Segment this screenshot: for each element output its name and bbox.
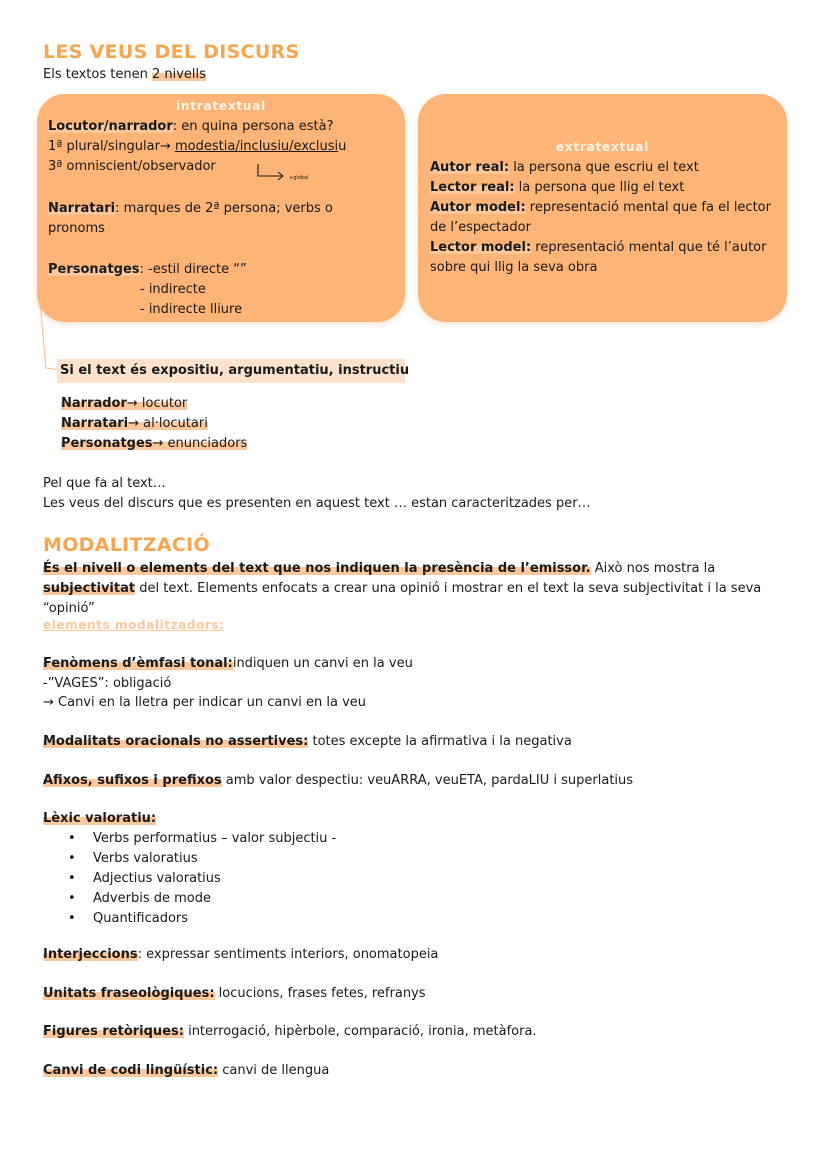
mapping-list xyxy=(61,394,247,454)
lector-model-item xyxy=(430,238,782,278)
unitats-label: Unitats fraseològiques: xyxy=(43,986,215,1001)
canvi-codi-text: canvi de llengua xyxy=(218,1063,330,1078)
figures-line xyxy=(43,1022,537,1042)
autor-model-item xyxy=(430,198,782,238)
modalitats-line xyxy=(43,732,572,752)
fenomens-line xyxy=(43,654,413,674)
afixos-line xyxy=(43,771,633,791)
mapping-narrador-label: Narrador xyxy=(61,396,127,411)
mapping-narratari xyxy=(61,414,247,434)
canvi-lletra-line: → Canvi en la lletra per indicar un canvi en la veu xyxy=(43,695,367,710)
autor-real-text: la persona que escriu el text xyxy=(509,160,699,175)
lexic-label: Lèxic valoratiu: xyxy=(43,811,157,826)
persona-underlined: modestia/inclusiu/exclusi xyxy=(175,139,339,154)
canvi-codi-line xyxy=(43,1061,329,1081)
callout-text: Si el text és expositiu, argumentatiu, instructiu xyxy=(60,363,410,378)
autor-real-label: Autor real: xyxy=(430,160,510,175)
persona-line xyxy=(48,137,346,157)
subheading-elements: elements modalitzadors: xyxy=(43,618,225,632)
narratari-line xyxy=(48,199,373,239)
pel-que-line: Pel que fa al text… xyxy=(43,476,166,491)
section-title-modalitzacio: MODALITZACIÓ xyxy=(43,534,210,556)
interjeccions-line xyxy=(43,945,438,965)
mapping-personatges xyxy=(61,434,247,454)
mapping-narrador xyxy=(61,394,247,414)
vages-line: -”VAGES”: obligació xyxy=(43,676,172,691)
mapping-narratari-label: Narratari xyxy=(61,416,129,431)
list-item: • Adverbis de mode xyxy=(43,889,336,909)
definition-highlight: És el nivell o elements del text que nos indiquen la presència de l’emissor. xyxy=(43,561,591,576)
figures-text: interrogació, hipèrbole, comparació, ironia, metàfora. xyxy=(183,1024,537,1039)
intro-highlight: 2 nivells xyxy=(151,67,206,82)
canvi-codi-label: Canvi de codi lingüístic: xyxy=(43,1063,219,1078)
fenomens-label: Fenòmens d’èmfasi tonal: xyxy=(43,656,233,671)
mapping-narratari-text: → al·locutari xyxy=(128,416,208,431)
les-veus-line: Les veus del discurs que es presenten en aquest text … estan caracteritzades per… xyxy=(43,496,591,511)
narratari-text: : marques de 2ª persona; verbs o pronoms xyxy=(48,201,333,236)
persona-pre: 1ª plural/singular→ xyxy=(48,139,175,154)
mapping-narrador-text: → locutor xyxy=(126,396,188,411)
definition-mid: Això nos mostra la xyxy=(590,561,716,576)
lector-real-label: Lector real: xyxy=(430,180,515,195)
autor-model-text: representació mental que fa el lector de l’espectador xyxy=(430,200,771,235)
definition-paragraph xyxy=(43,559,788,619)
autor-real-item xyxy=(430,158,782,178)
personatges-label: Personatges xyxy=(48,262,140,277)
figures-label: Figures retòriques: xyxy=(43,1024,184,1039)
definition-subjectivitat: subjectivitat xyxy=(43,581,136,596)
personatges-line xyxy=(48,260,247,280)
definition-rest: del text. Elements enfocats a crear una opinió i mostrar en el text la seva subjectivitat i la seva “opinió” xyxy=(43,581,762,616)
lector-model-label: Lector model: xyxy=(430,240,532,255)
lector-real-item xyxy=(430,178,782,198)
list-item: • Quantificadors xyxy=(43,909,336,929)
locutor-text: : en quina persona està? xyxy=(172,119,334,134)
autor-model-label: Autor model: xyxy=(430,200,526,215)
afixos-label: Afixos, sufixos i prefixos xyxy=(43,773,222,788)
callout xyxy=(57,359,410,383)
intro-text: Els textos tenen xyxy=(43,67,152,82)
locutor-label: Locutor/narrador xyxy=(48,119,173,134)
narratari-label: Narratari xyxy=(48,201,116,216)
indirecte-lliure-line: - indirecte lliure xyxy=(140,302,243,317)
mapping-personatges-label: Personatges xyxy=(61,436,153,451)
lexic-heading xyxy=(43,809,156,829)
modalitats-text: totes excepte la afirmativa i la negativa xyxy=(308,734,572,749)
lexic-list xyxy=(43,829,336,929)
interjeccions-text: : expressar sentiments interiors, onomatopeia xyxy=(137,947,439,962)
modalitats-label: Modalitats oracionals no assertives: xyxy=(43,734,309,749)
list-item: • Verbs valoratius xyxy=(43,849,336,869)
intratextual-heading: intratextual xyxy=(175,99,267,113)
locutor-line xyxy=(48,117,333,137)
indirecte-line: - indirecte xyxy=(140,282,206,297)
unitats-text: locucions, frases fetes, refranys xyxy=(214,986,426,1001)
interjeccions-label: Interjeccions xyxy=(43,947,138,962)
global-note: +global xyxy=(289,175,309,181)
omniscient-line: 3ª omniscient/observador xyxy=(48,159,216,174)
extratextual-heading: extratextual xyxy=(555,140,650,154)
list-item: • Adjectius valoratius xyxy=(43,869,336,889)
intro-line xyxy=(43,65,206,85)
page-title: LES VEUS DEL DISCURS xyxy=(43,41,300,63)
unitats-line xyxy=(43,984,426,1004)
fenomens-text: indiquen un canvi en la veu xyxy=(232,656,413,671)
mapping-personatges-text: → enunciadors xyxy=(152,436,248,451)
list-item: • Verbs performatius – valor subjectiu - xyxy=(43,829,336,849)
extratextual-list xyxy=(430,158,782,278)
lector-model-text: representació mental que té l’autor sobre qui llig la seva obra xyxy=(430,240,767,275)
personatges-text: : -estil directe “” xyxy=(139,262,247,277)
afixos-text: amb valor despectiu: veuARRA, veuETA, pardaLIU i superlatius xyxy=(221,773,634,788)
lector-real-text: la persona que llig el text xyxy=(514,180,685,195)
persona-post: u xyxy=(338,139,347,154)
